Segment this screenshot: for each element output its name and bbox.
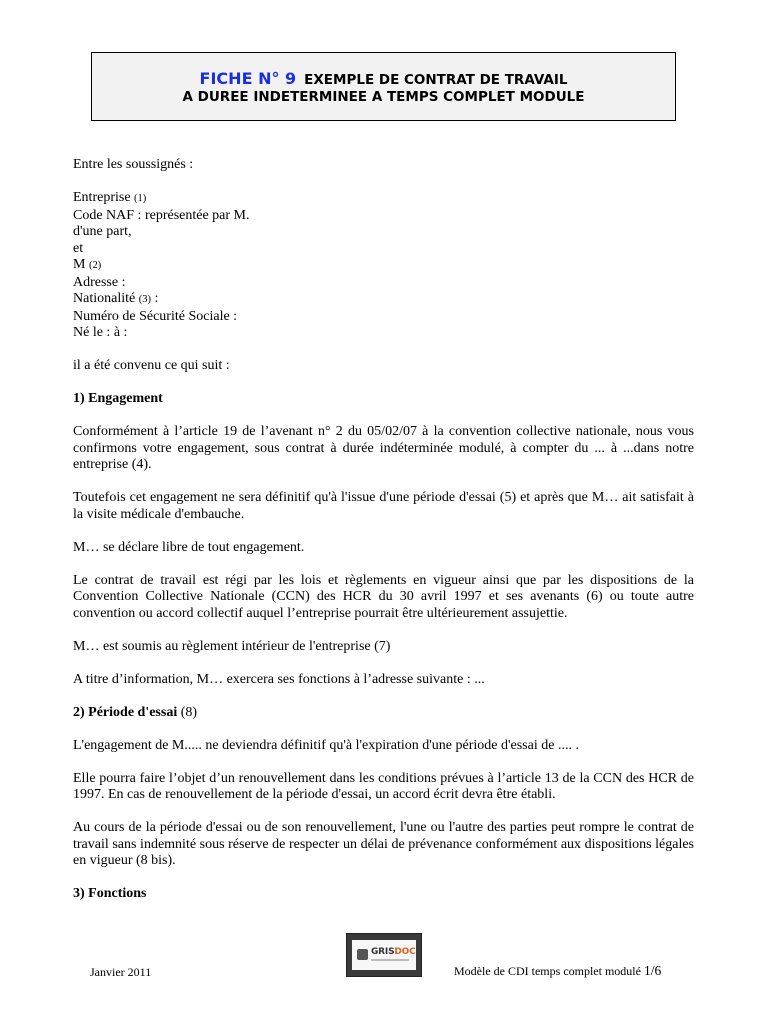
birth-line: Né le : à : [73, 325, 128, 340]
title-box [91, 52, 676, 121]
paragraph: M… est soumis au règlement intérieur de l'entreprise (7) [73, 638, 391, 654]
logo-text: GRISDOC [371, 947, 416, 957]
parties-intro: Entre les soussignés : [73, 157, 194, 172]
code-naf-line: Code NAF : représentée par M. [73, 207, 250, 223]
title-line-2: A DUREE INDETERMINEE A TEMPS COMPLET MODULE [182, 89, 585, 105]
footnote-ref: (2) [88, 260, 102, 271]
logo-mark-icon [357, 949, 368, 960]
paragraph: Le contrat de travail est régi par les lois et règlements en vigueur ainsi que par les dispositions de la Convention Collective Nationale (CCN) des HCR du 30 avril 1997 et ses avenants (6) ou toute autre convention ou accord collectif auquel l’entreprise pourrait être ultérieurement assujettie. [73, 572, 694, 621]
nationalite-line: Nationalité (3) : [73, 291, 159, 306]
title-text-1: EXEMPLE DE CONTRAT DE TRAVAIL [304, 72, 568, 88]
paragraph: Toutefois cet engagement ne sera définitif qu'à l'issue d'une période d'essai (5) et après que M… ait satisfait à la visite médicale d'embauche. [73, 490, 694, 522]
grisdoc-logo [346, 933, 422, 977]
adresse-line: Adresse : [73, 274, 126, 290]
paragraph: A titre d’information, M… exercera ses fonctions à l’adresse suivante : ... [73, 671, 485, 687]
section-heading-engagement: 1) Engagement [73, 391, 163, 406]
employee-line: M (2) [73, 257, 102, 272]
footer-date: Janvier 2011 [90, 965, 152, 979]
section-heading-periode-essai: 2) Période d'essai (8) [73, 704, 198, 720]
convenu-line: il a été convenu ce qui suit : [73, 358, 230, 373]
paragraph: Au cours de la période d'essai ou de son renouvellement, l'une ou l'autre des parties peut rompre le contrat de travail sans indemnité sous réserve de respecter un délai de prévenance conformément aux dispositions légales en vigueur (8 bis). [73, 820, 694, 868]
dune-part-line: d'une part, [73, 224, 132, 239]
fiche-number: FICHE N° 9 [199, 69, 297, 88]
footnote-ref: (1) [134, 193, 147, 204]
footnote-ref: (3) [138, 294, 151, 305]
paragraph: M… se déclare libre de tout engagement. [73, 539, 305, 555]
page-number: 1/6 [643, 963, 662, 978]
entreprise-line: Entreprise (1) [73, 190, 147, 205]
section-heading-fonctions: 3) Fonctions [73, 886, 147, 901]
paragraph: Elle pourra faire l’objet d’un renouvellement dans les conditions prévues à l’article 13 de la CCN des HCR de 1997. En cas de renouvellement de la période d'essai, un accord écrit devra être établi. [73, 770, 694, 802]
title-line-1 [92, 69, 675, 88]
secu-line: Numéro de Sécurité Sociale : [73, 308, 238, 324]
document-body [73, 157, 694, 903]
et-line: et [73, 240, 84, 256]
paragraph: L'engagement de M..... ne deviendra définitif qu'à l'expiration d'une période d'essai de .... . [73, 737, 579, 753]
footer-doc-title: Modèle de CDI temps complet modulé 1/6 [454, 963, 662, 978]
paragraph: Conformément à l’article 19 de l’avenant n° 2 du 05/02/07 à la convention collective nationale, nous vous confirmons votre engagement, sous contrat à durée indéterminée modulé, à compter du ... à ...dans notre entreprise (4). [73, 424, 694, 472]
